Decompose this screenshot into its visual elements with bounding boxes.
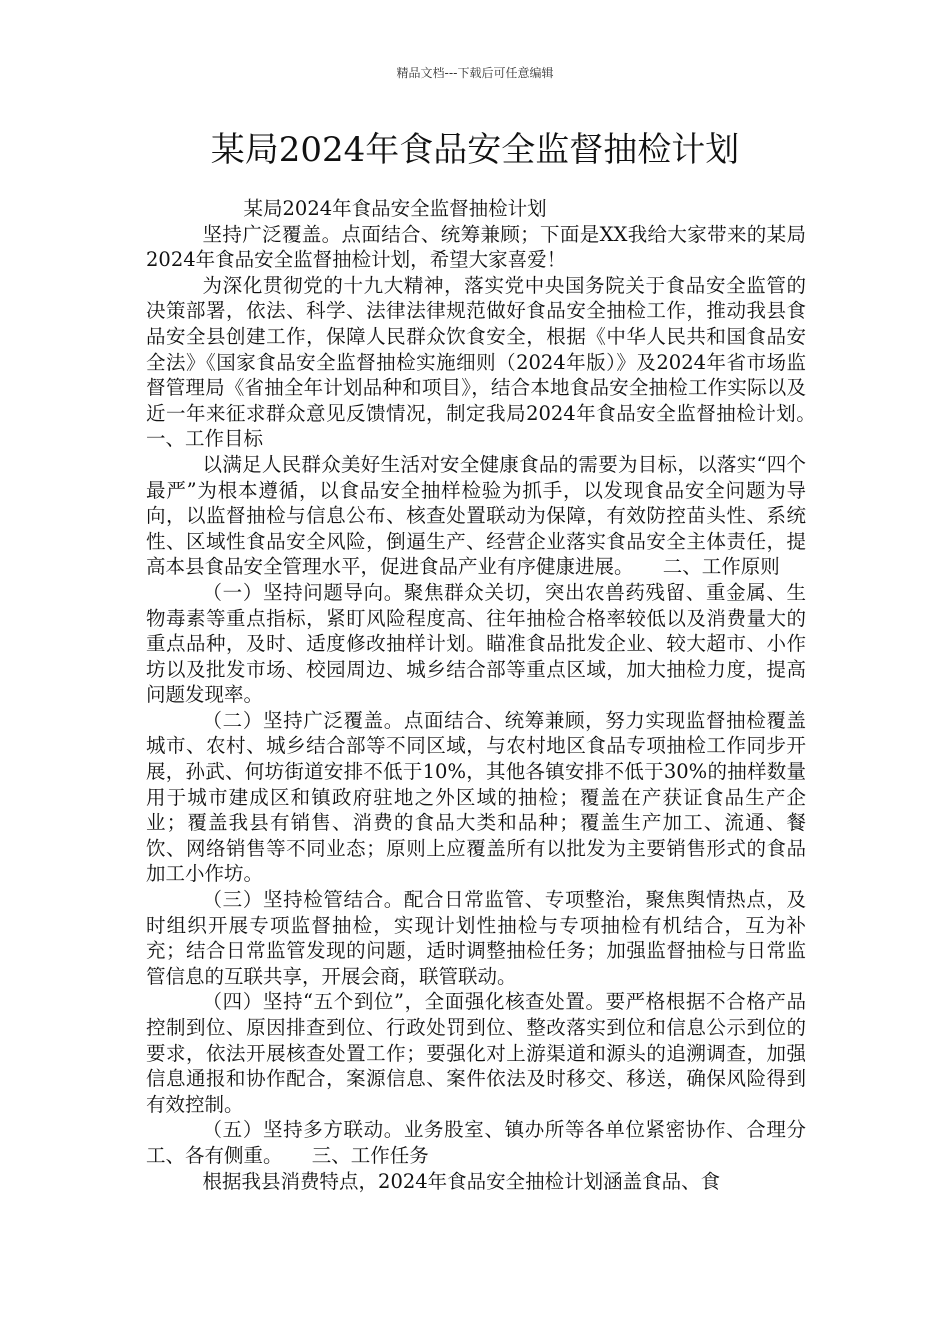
document-title: 某局2024年食品安全监督抽检计划 — [210, 130, 740, 170]
page-header-note: 精品文档---下载后可任意编辑 — [396, 66, 554, 80]
background-paragraph: 为深化贯彻党的十九大精神，落实党中央国务院关于食品安全监管的决策部署，依法、科学、法律法律规范做好食品安全抽检工作，推动我县食品安全县创建工作，保障人民群众饮食安全，根据《中华人民共和国食品安全法》《国家食品安全监督抽检实施细则（2024年版）》及2024年省市场监督管理局《省抽全年计划品种和项目》，结合本地食品安全抽检工作实际以及近一年来征求群众意见反馈情况，制定我局2024年食品安全监督抽检计划。 一、工作目标 — [146, 273, 846, 451]
principle-1-paragraph: （一）坚持问题导向。聚焦群众关切，突出农兽药残留、重金属、生物毒素等重点指标，紧盯风险程度高、往年抽检合格率较低以及消费量大的重点品种，及时、适度修改抽样计划。瞄准食品批发企业、较大超市、小作坊以及批发市场、校园周边、城乡结合部等重点区域，加大抽检力度，提高问题发现率。 — [146, 580, 806, 707]
principle-5-paragraph: （五）坚持多方联动。业务股室、镇办所等各单位紧密协作、合理分工、各有侧重。 三、工作任务 — [146, 1118, 806, 1167]
subtitle-paragraph: 某局2024年食品安全监督抽检计划 — [243, 197, 547, 220]
goal-paragraph: 以满足人民群众美好生活对安全健康食品的需要为目标，以落实“四个最严”为根本遵循，以食品安全抽样检验为抓手，以发现食品安全问题为导向，以监督抽检与信息公布、核查处置联动为保障，有效防控苗头性、系统性、区域性食品安全风险，倒逼生产、经营企业落实食品安全主体责任，提高本县食品安全管理水平，促进食品产业有序健康进展。 二、工作原则 — [146, 452, 806, 579]
intro-paragraph: 坚持广泛覆盖。点面结合、统筹兼顾；下面是XX我给大家带来的某局2024年食品安全监督抽检计划，希望大家喜爱！ — [146, 222, 806, 272]
principle-2-paragraph: （二）坚持广泛覆盖。点面结合、统筹兼顾，努力实现监督抽检覆盖城市、农村、城乡结合部等不同区域，与农村地区食品专项抽检工作同步开展，孙武、何坊街道安排不低于10%，其他各镇安排不低于30%的抽样数量用于城市建成区和镇政府驻地之外区域的抽检；覆盖在产获证食品生产企业；覆盖我县有销售、消费的食品大类和品种；覆盖生产加工、流通、餐饮、网络销售等不同业态；原则上应覆盖所有以批发为主要销售形式的食品加工小作坊。 — [146, 708, 806, 886]
principle-3-paragraph: （三）坚持检管结合。配合日常监管、专项整治，聚焦舆情热点，及时组织开展专项监督抽检，实现计划性抽检与专项抽检有机结合，互为补充；结合日常监管发现的问题，适时调整抽检任务；加强监督抽检与日常监管信息的互联共享，开展会商，联管联动。 — [146, 888, 806, 988]
task-paragraph: 根据我县消费特点，2024年食品安全抽检计划涵盖食品、食 — [202, 1169, 721, 1193]
principle-4-paragraph: （四）坚持“五个到位”，全面强化核查处置。要严格根据不合格产品控制到位、原因排查到位、行政处罚到位、整改落实到位和信息公示到位的要求，依法开展核查处置工作；要强化对上游渠道和源头的追溯调查，加强信息通报和协作配合，案源信息、案件依法及时移交、移送，确保风险得到有效控制。 — [146, 990, 806, 1116]
document-body — [146, 196, 846, 1194]
